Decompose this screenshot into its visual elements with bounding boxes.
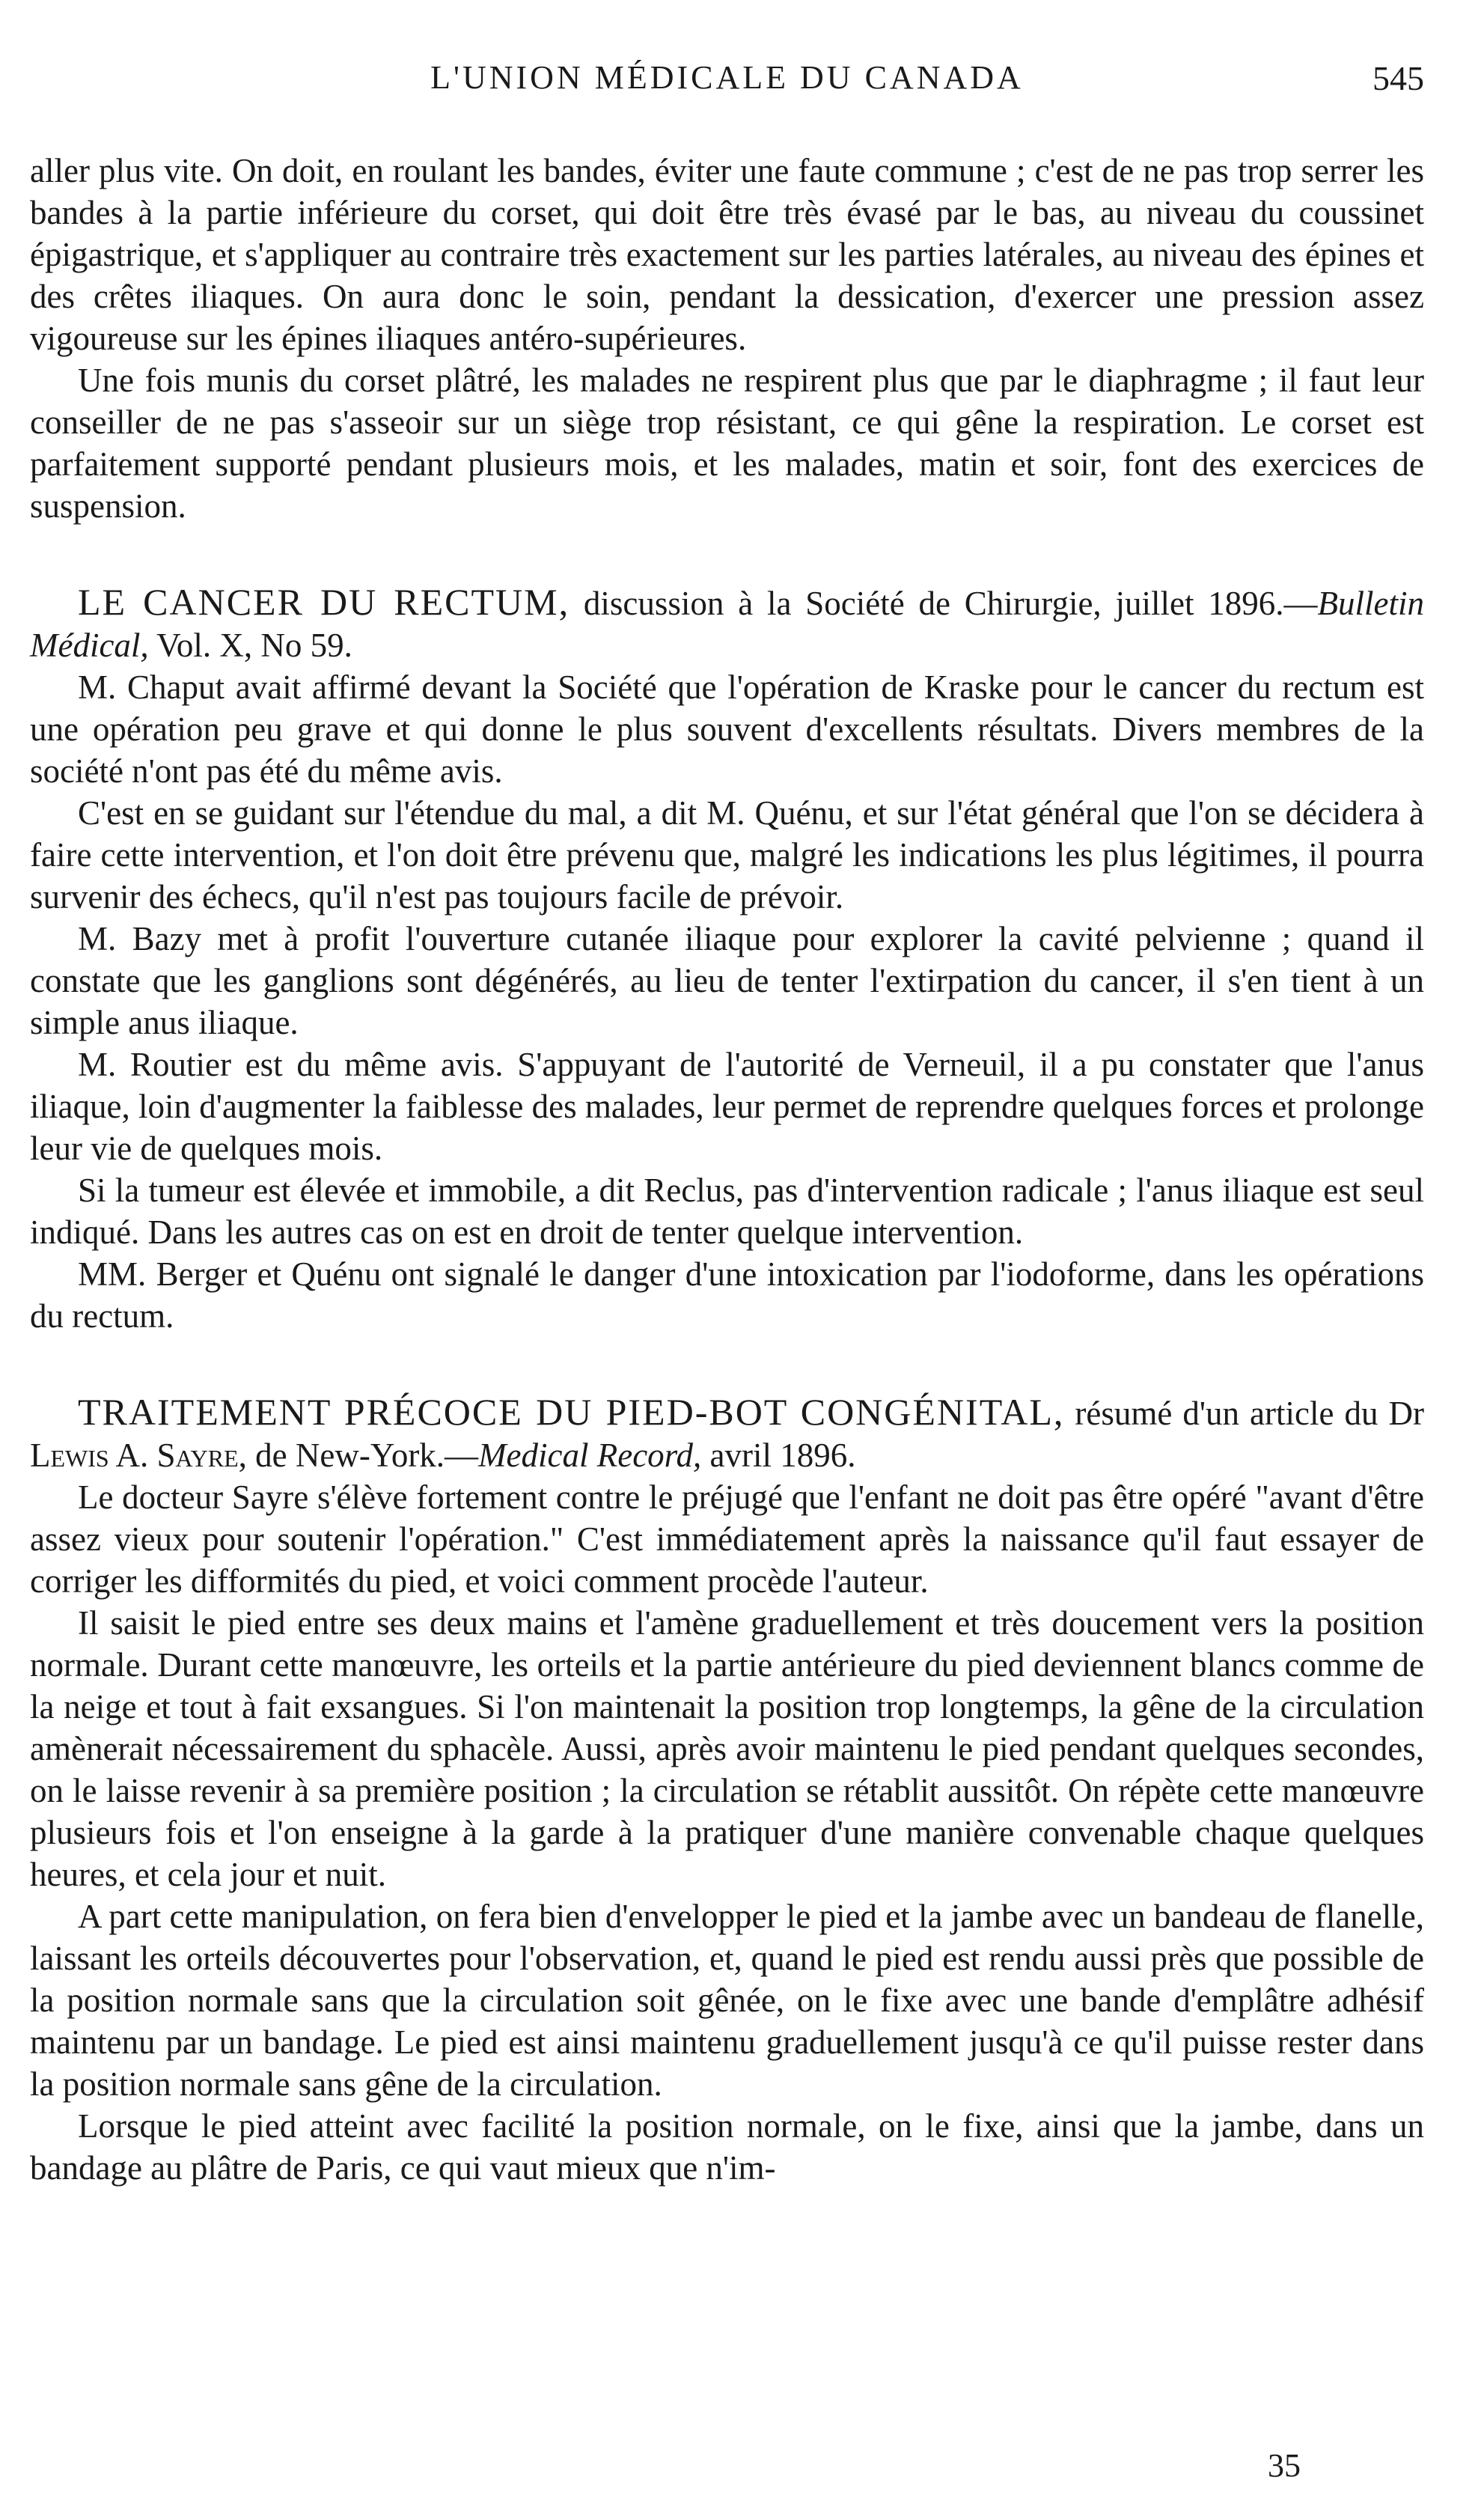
article-headline: TRAITEMENT PRÉCOCE DU PIED-BOT CONGÉNITAL,: [78, 1391, 1065, 1433]
article-cancer-rectum: [30, 581, 1424, 1337]
article-author: Lewis A. Sayre,: [30, 1437, 247, 1474]
body-text: [30, 150, 1424, 2189]
signature-mark: 35: [1268, 2447, 1301, 2484]
article-paragraph: Si la tumeur est élevée et immobile, a dit Reclus, pas d'intervention radicale ; l'anus iliaque est seul indiqué. Dans les autres cas on est en droit de tenter quelque intervention.: [30, 1172, 1424, 1251]
article-heading: [30, 1391, 1424, 1476]
article-source-detail: Vol. X, No 59.: [148, 627, 352, 664]
article-paragraph: M. Chaput avait affirmé devant la Société que l'opération de Kraske pour le cancer du rectum est une opération peu grave et qui donne le plus souvent d'excellents résultats. Divers membres de la société n'ont pas été du même avis.: [30, 668, 1424, 790]
article-heading: [30, 581, 1424, 666]
article-heading-text: résumé d'un article du Dr: [1064, 1395, 1424, 1432]
intro-paragraph-2: Une fois munis du corset plâtré, les malades ne respirent plus que par le diaphragme ; il faut leur conseiller de ne pas s'asseoir sur un siège trop résistant, ce qui gêne la respiration. Le corset est parfaitement supporté pendant plusieurs mois, et les malades, matin et soir, font des exercices de suspension.: [30, 362, 1424, 525]
article-paragraph: A part cette manipulation, on fera bien d'envelopper le pied et la jambe avec un bandeau de flanelle, laissant les orteils découvertes pour l'observation, et, quand le pied est rendu aussi près que possible de la position normale sans que la circulation soit gênée, on le fixe avec une bande d'emplâtre adhésif maintenu par un bandage. Le pied est ainsi maintenu graduellement jusqu'à ce qu'il puisse rester dans la position normale sans gêne de la circulation.: [30, 1898, 1424, 2103]
article-paragraph: C'est en se guidant sur l'étendue du mal, a dit M. Quénu, et sur l'état général que l'on se décidera à faire cette intervention, et l'on doit être prévenu que, malgré les indications les plus légitimes, il pourra survenir des échecs, qu'il n'est pas toujours facile de prévoir.: [30, 794, 1424, 916]
article-paragraph: Lorsque le pied atteint avec facilité la position normale, on le fixe, ainsi que la jambe, dans un bandage au plâtre de Paris, ce qui vaut mieux que n'im-: [30, 2107, 1424, 2187]
article-paragraph: Le docteur Sayre s'élève fortement contre le préjugé que l'enfant ne doit pas être opéré "avant d'être assez vieux pour soutenir l'opération." C'est immédiatement après la naissance qu'il faut essayer de corriger les difformités du pied, et voici comment procède l'auteur.: [30, 1478, 1424, 1600]
article-heading-text: discussion à la Société de Chirurgie, juillet 1896.—: [570, 585, 1318, 622]
page-number: 545: [1372, 59, 1424, 97]
intro-paragraph-1: aller plus vite. On doit, en roulant les bandes, éviter une faute commune ; c'est de ne pas trop serrer les bandes à la partie inférieure du corset, qui doit être très évasé par le bas, au niveau du coussinet épigastrique, et s'appliquer au contraire très exactement sur les parties latérales, au niveau des épines et des crêtes iliaques. On aura donc le soin, pendant la dessication, d'exercer une pression assez vigoureuse sur les épines iliaques antéro-supérieures.: [30, 152, 1424, 357]
article-pied-bot: [30, 1391, 1424, 2189]
article-headline: LE CANCER DU RECTUM,: [78, 581, 570, 623]
article-paragraph: M. Routier est du même avis. S'appuyant de l'autorité de Verneuil, il a pu constater que l'anus iliaque, loin d'augmenter la faiblesse des malades, leur permet de reprendre quelques forces et prolonge leur vie de quelques mois.: [30, 1046, 1424, 1167]
article-source-detail: avril 1896.: [701, 1437, 856, 1474]
article-paragraph: M. Bazy met à profit l'ouverture cutanée iliaque pour explorer la cavité pelvienne ; quand il constate que les ganglions sont dégénérés, au lieu de tenter l'extirpation du cancer, il s'en tient à un simple anus iliaque.: [30, 920, 1424, 1041]
article-source: Bulletin Médical,: [30, 585, 1424, 664]
article-paragraph: MM. Berger et Quénu ont signalé le danger d'une intoxication par l'iodoforme, dans les opérations du rectum.: [30, 1255, 1424, 1335]
running-title: L'UNION MÉDICALE DU CANADA: [430, 59, 1024, 96]
article-source: Medical Record,: [478, 1437, 702, 1474]
article-place: de New-York.—: [246, 1437, 479, 1474]
article-paragraph: Il saisit le pied entre ses deux mains et l'amène graduellement et très doucement vers la position normale. Durant cette manœuvre, les orteils et la partie antérieure du pied deviennent blancs comme de la neige et tout à fait exsangues. Si l'on maintenait la position trop longtemps, la gêne de la circulation amènerait nécessairement du sphacèle. Aussi, après avoir maintenu le pied pendant quelques secondes, on le laisse revenir à sa première position ; la circulation se rétablit aussitôt. On répète cette manœuvre plusieurs fois et l'on enseigne à la garde à la pratiquer d'une manière convenable chaque quelques heures, et cela jour et nuit.: [30, 1604, 1424, 1893]
page-header: [30, 58, 1424, 111]
